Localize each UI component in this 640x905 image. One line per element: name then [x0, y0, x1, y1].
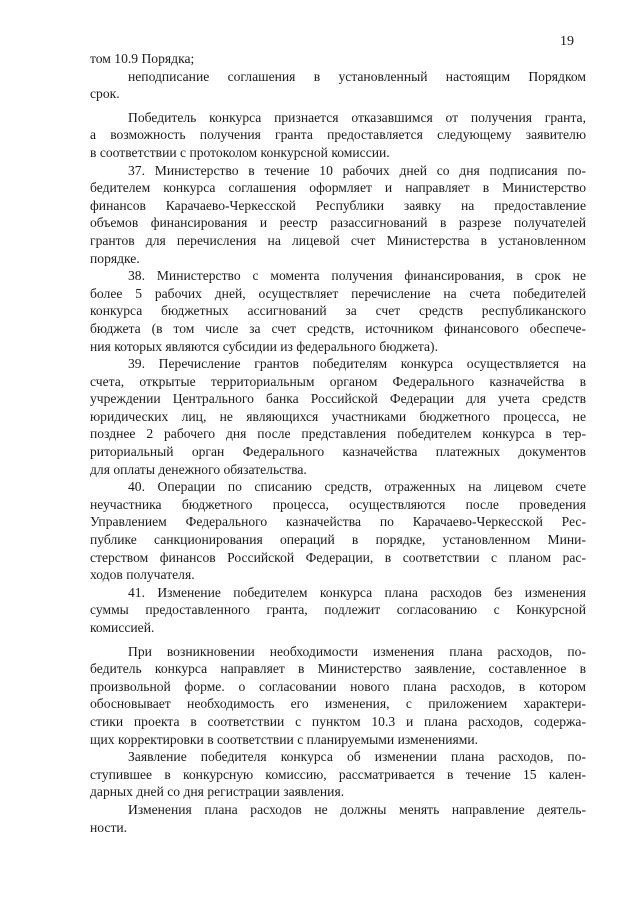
text-line: ходов получателя.: [90, 567, 195, 583]
text-line: комиссией.: [90, 620, 155, 635]
text-line: 40. Операции по списанию средств, отраженных на лицевом счете: [128, 479, 586, 495]
text-line: При возникновении необходимости изменения плана расходов, по-: [128, 643, 586, 659]
text-line: 41. Изменение победителем конкурса плана расходов без изменения: [128, 584, 586, 600]
text-line: публике санкционирования операций в порядке, установленном Мини-: [90, 532, 586, 548]
text-line: позднее 2 рабочего дня после представления победителем конкурса в тер-: [90, 426, 586, 442]
text-line: стики проекта в соответствии с пунктом 10.3 и плана расходов, содержа-: [90, 713, 586, 729]
text-line: щих корректировки в соответствии с планируемыми изменениями.: [90, 731, 479, 747]
text-line: срок.: [90, 86, 120, 102]
text-line: 38. Министерство с момента получения финансирования, в срок не: [128, 268, 586, 284]
text-line: а возможность получения гранта предоставляется следующему заявителю: [90, 127, 586, 143]
text-line: юридических лиц, не являющихся участниками бюджетного процесса, не: [90, 408, 586, 424]
text-line: неподписание соглашения в установленный настоящим Порядком: [128, 68, 586, 84]
text-line: ния которых являются субсидии из федерального бюджета).: [90, 338, 438, 354]
text-line: для оплаты денежного обязательства.: [90, 461, 307, 477]
text-line: том 10.9 Порядка;: [90, 51, 195, 66]
page-number: 19: [560, 34, 574, 49]
text-line: порядке.: [90, 250, 140, 266]
text-line: в соответствии с протоколом конкурсной комиссии.: [90, 144, 390, 160]
text-line: обосновывает необходимость его изменения, с приложением характери-: [90, 696, 586, 712]
text-line: ступившее в конкурсную комиссию, рассматривается в течение 15 кален-: [90, 766, 586, 782]
text-line: неучастника бюджетного процесса, осуществляются после проведения: [90, 496, 586, 512]
text-line: произвольной форме. о согласовании нового плана расходов, в котором: [90, 678, 586, 694]
text-line: риториальный орган Федерального казначейства платежных документов: [90, 444, 586, 460]
text-line: Заявление победителя конкурса об изменении плана расходов, по-: [128, 749, 586, 765]
text-line: финансов Карачаево-Черкесской Республики заявку на предоставление: [90, 197, 586, 213]
text-line: объемов финансирования и реестр разассигнований в разрезе получателей: [90, 215, 586, 231]
text-line: более 5 рабочих дней, осуществляет перечисление на счета победителей: [90, 285, 586, 301]
text-line: бедитель конкурса направляет в Министерство заявление, составленное в: [90, 661, 586, 677]
text-line: Победитель конкурса признается отказавшимся от получения гранта,: [128, 109, 586, 125]
text-line: счета, открытые территориальным органом Федерального казначейства в: [90, 373, 586, 389]
text-line: грантов для перечисления на лицевой счет Министерства в установленном: [90, 232, 586, 248]
text-line: 37. Министерство в течение 10 рабочих дней со дня подписания по-: [128, 162, 586, 178]
text-line: учреждении Центрального банка Российской Федерации для учета средств: [90, 391, 586, 407]
text-line: дарных дней со дня регистрации заявления.: [90, 784, 345, 800]
text-line: суммы предоставленного гранта, подлежит согласованию с Конкурсной: [90, 602, 586, 618]
text-line: конкурса бюджетных ассигнований за счет средств республиканского: [90, 303, 586, 319]
text-line: бюджета (в том числе за счет средств, источником финансового обеспече-: [90, 320, 586, 336]
text-line: Изменения плана расходов не должны менять направление деятель-: [128, 801, 586, 817]
text-line: бедителем конкурса соглашения оформляет и направляет в Министерство: [90, 180, 586, 196]
document-body: [90, 50, 586, 836]
text-line: 39. Перечисление грантов победителям конкурса осуществляется на: [128, 356, 586, 372]
text-line: стерством финансов Российской Федерации, в соответствии с планом рас-: [90, 549, 586, 565]
text-line: ности.: [90, 819, 128, 835]
text-line: Управлением Федерального казначейства по Карачаево-Черкесской Рес-: [90, 514, 586, 530]
